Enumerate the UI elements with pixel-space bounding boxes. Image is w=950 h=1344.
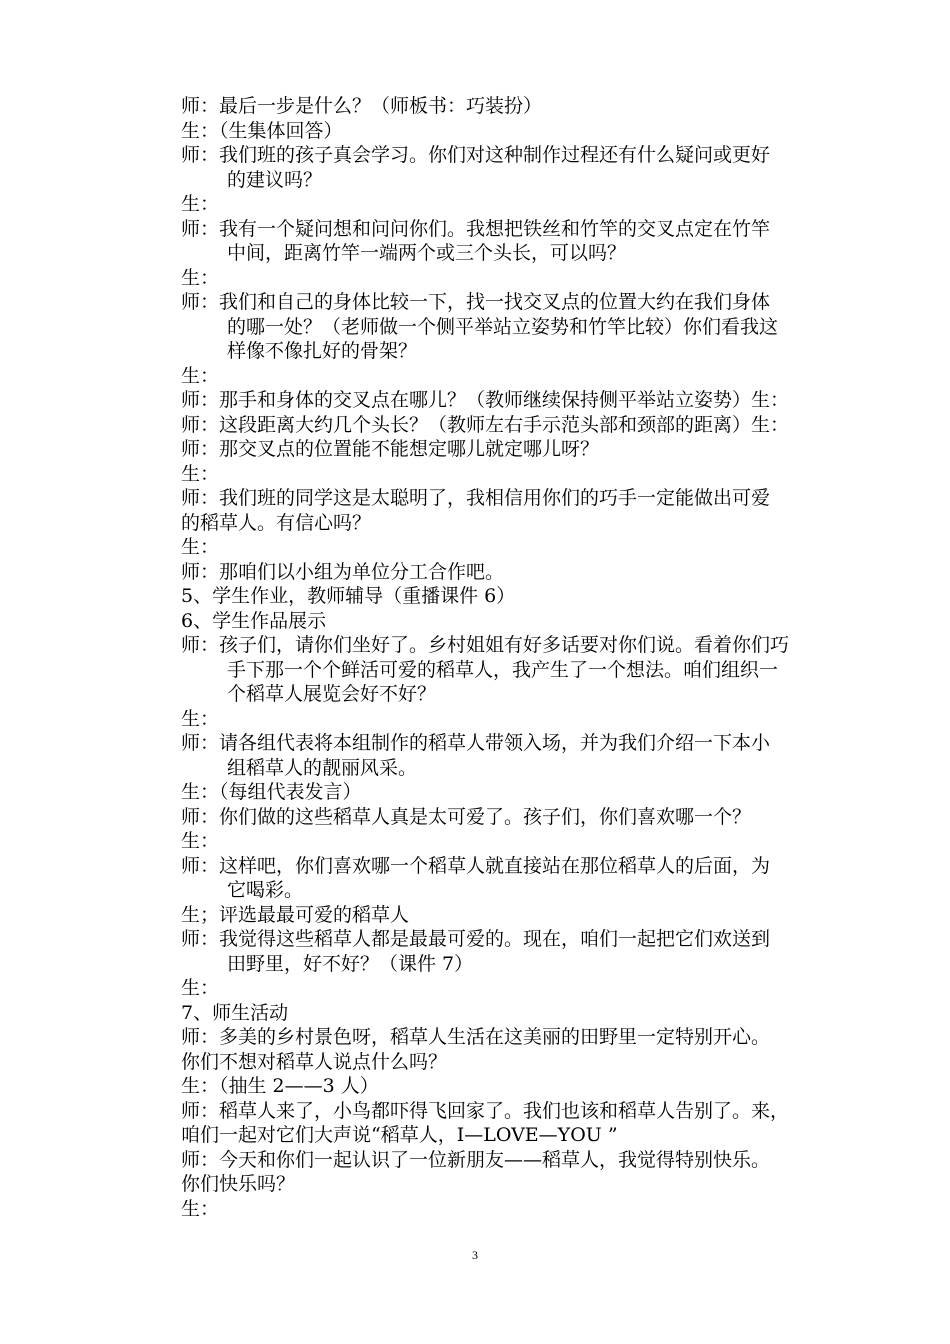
text-line: 生；评选最最可爱的稻草人 <box>181 903 410 926</box>
text-line: 中间，距离竹竿一端两个或三个头长，可以吗？ <box>227 242 627 264</box>
text-line: 生： <box>181 462 220 485</box>
text-line: 生：（生集体回答） <box>181 119 343 142</box>
text-line: 生：（抽生 2——3 人） <box>181 1075 379 1097</box>
text-line: 师：我们和自己的身体比较一下，找一找交叉点的位置大约在我们身体 <box>181 291 771 313</box>
text-line: 你们快乐吗？ <box>181 1173 296 1195</box>
text-line: 师：我们班的孩子真会学习。你们对这种制作过程还有什么疑问或更好 <box>181 144 771 166</box>
text-line: 的稻草人。有信心吗？ <box>181 511 372 534</box>
text-line: 生： <box>181 364 220 387</box>
text-line: 师：那交叉点的位置能不能想定哪儿就定哪儿呀？ <box>181 438 600 460</box>
text-line: 组稻草人的靓丽风采。 <box>227 756 418 779</box>
text-line: 个稻草人展览会好不好？ <box>227 683 437 705</box>
text-line: 师：我有一个疑问想和问问你们。我想把铁丝和竹竿的交叉点定在竹竿 <box>181 217 771 240</box>
text-line: 生： <box>181 977 220 999</box>
text-line: 师：我们班的同学这是太聪明了，我相信用你们的巧手一定能做出可爱 <box>181 487 771 509</box>
text-line: 你们不想对稻草人说点什么吗？ <box>181 1050 448 1073</box>
text-line: 师：这段距离大约几个头长？（教师左右手示范头部和颈部的距离）生： <box>181 413 790 436</box>
text-line: 手下那一个个鲜活可爱的稻草人，我产生了一个想法。咱们组织一 <box>227 658 779 681</box>
text-line: 7、师生活动 <box>181 1001 289 1024</box>
text-line: 5、学生作业，教师辅导（重播课件 6） <box>181 585 516 607</box>
text-line: 的建议吗？ <box>227 168 323 191</box>
text-line: 6、学生作品展示 <box>181 609 327 632</box>
text-line: 生： <box>181 536 220 558</box>
text-line: 师：这样吧，你们喜欢哪一个稻草人就直接站在那位稻草人的后面，为 <box>181 854 771 877</box>
text-line: 师：你们做的这些稻草人真是太可爱了。孩子们，你们喜欢哪一个？ <box>181 805 752 828</box>
text-line: 师：多美的乡村景色呀，稻草人生活在这美丽的田野里一定特别开心。 <box>181 1026 771 1048</box>
text-line: 生： <box>181 193 220 215</box>
text-line: 师：今天和你们一起认识了一位新朋友——稻草人，我觉得特别快乐。 <box>181 1148 771 1171</box>
text-line: 生： <box>181 266 220 289</box>
page-number: 3 <box>472 1248 478 1262</box>
text-line: 师：请各组代表将本组制作的稻草人带领入场，并为我们介绍一下本小 <box>181 732 771 754</box>
text-line: 生：（每组代表发言） <box>181 781 362 803</box>
text-line: 师：孩子们，请你们坐好了。乡村姐姐有好多话要对你们说。看着你们巧 <box>181 634 790 656</box>
text-line: 田野里，好不好？（课件 7） <box>227 952 474 975</box>
text-line: 师：最后一步是什么？（师板书：巧装扮） <box>181 95 543 117</box>
text-line: 师：那手和身体的交叉点在哪儿？（教师继续保持侧平举站立姿势）生： <box>181 389 790 411</box>
text-line: 它喝彩。 <box>227 879 304 901</box>
text-line: 师：我觉得这些稻草人都是最最可爱的。现在，咱们一起把它们欢送到 <box>181 928 771 950</box>
text-line: 的哪一处？（老师做一个侧平举站立姿势和竹竿比较）你们看我这 <box>227 315 779 338</box>
text-line: 咱们一起对它们大声说“稻草人，I—LOVE—YOU ” <box>181 1124 618 1146</box>
text-line: 师：那咱们以小组为单位分工合作吧。 <box>181 560 505 583</box>
text-line: 生： <box>181 707 220 730</box>
document-body <box>181 94 863 1221</box>
text-line: 师：稻草人来了，小鸟都吓得飞回家了。我们也该和稻草人告别了。来， <box>181 1099 790 1122</box>
text-line: 生： <box>181 1197 220 1220</box>
text-line: 生： <box>181 830 220 852</box>
text-line: 样像不像扎好的骨架？ <box>227 340 418 362</box>
